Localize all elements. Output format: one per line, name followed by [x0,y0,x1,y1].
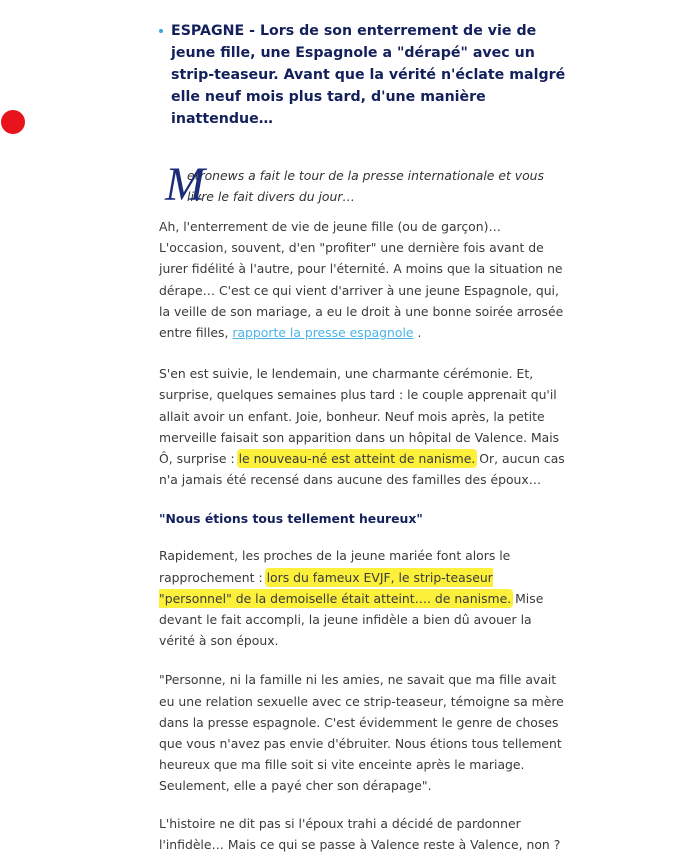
article-body [159,0,569,855]
highlighted-text-2: lors du fameux EVJF, le strip-teaseur "personnel" de la demoiselle était atteint…. de nanisme. [159,569,512,606]
paragraph-3 [159,545,569,651]
paragraph-3-end: Mise devant le fait accompli, la jeune infidèle a bien dû avouer la vérité à son époux. [159,590,544,649]
red-dot-marker [1,110,25,134]
paragraph-1-end: . [413,325,422,341]
paragraph-4-quote: "Personne, ni la famille ni les amies, ne savait que ma fille avait eu une relation sexuelle avec ce strip-teaseur, témoigne sa mère dans la presse espagnole. C'est évidemment le genre de choses que vous n'avez pas envie d'ébruiter. Nous étions tous tellement heureux que ma fille soit si vite enceinte après le mariage. Seulement, elle a payé cher son dérapage". [159,672,564,794]
paragraph-1 [159,216,569,343]
paragraph-3-text: Rapidement, les proches de la jeune mariée font alors le rapprochement : [159,548,511,585]
paragraph-2-text: S'en est suivie, le lendemain, une charmante cérémonie. Et, surprise, quelques semaines plus tard : le couple apprenait qu'il allait avoir un enfant. Joie, bonheur. Neuf mois après, la petite merveille faisait son apparition dans un hôpital de Valence. Mais Ô, surprise : [159,366,560,467]
article-subheading: "Nous étions tous tellement heureux" [159,511,423,527]
article-intro [159,158,569,211]
paragraph-1-text: Ah, l'enterrement de vie de jeune fille (ou de garçon)… L'occasion, souvent, d'en "profiter" une dernière fois avant de jurer fidélité à l'autre, pour l'éternité. A moins que la situation ne dérape… C'est ce qui vient d'arriver à une jeune Espagnole, qui, la veille de son mariage, a eu le droit à une bonne soirée arrosée entre filles, [159,219,564,341]
paragraph-2 [159,363,569,490]
paragraph-5: L'histoire ne dit pas si l'époux trahi a décidé de pardonner l'infidèle… Mais ce qui se passe à Valence reste à Valence, non ? [159,815,561,852]
drop-cap: M [165,158,205,211]
lead-text: ESPAGNE - Lors de son enterrement de vie de jeune fille, une Espagnole a "dérapé" avec un strip-teaseur. Avant que la vérité n'éclate malgré elle neuf mois plus tard, d'une manière inattendue… [171,23,566,127]
bullet-icon [159,29,163,33]
source-link[interactable]: rapporte la presse espagnole [232,325,414,341]
article-lead [159,20,569,130]
intro-text: etronews a fait le tour de la presse internationale et vous livre le fait divers du jour… [187,168,544,204]
highlighted-text-1: le nouveau-né est atteint de nanisme. [238,451,476,467]
paragraph-2-end: Or, aucun cas n'a jamais été recensé dans aucune des familles des époux… [159,451,565,488]
